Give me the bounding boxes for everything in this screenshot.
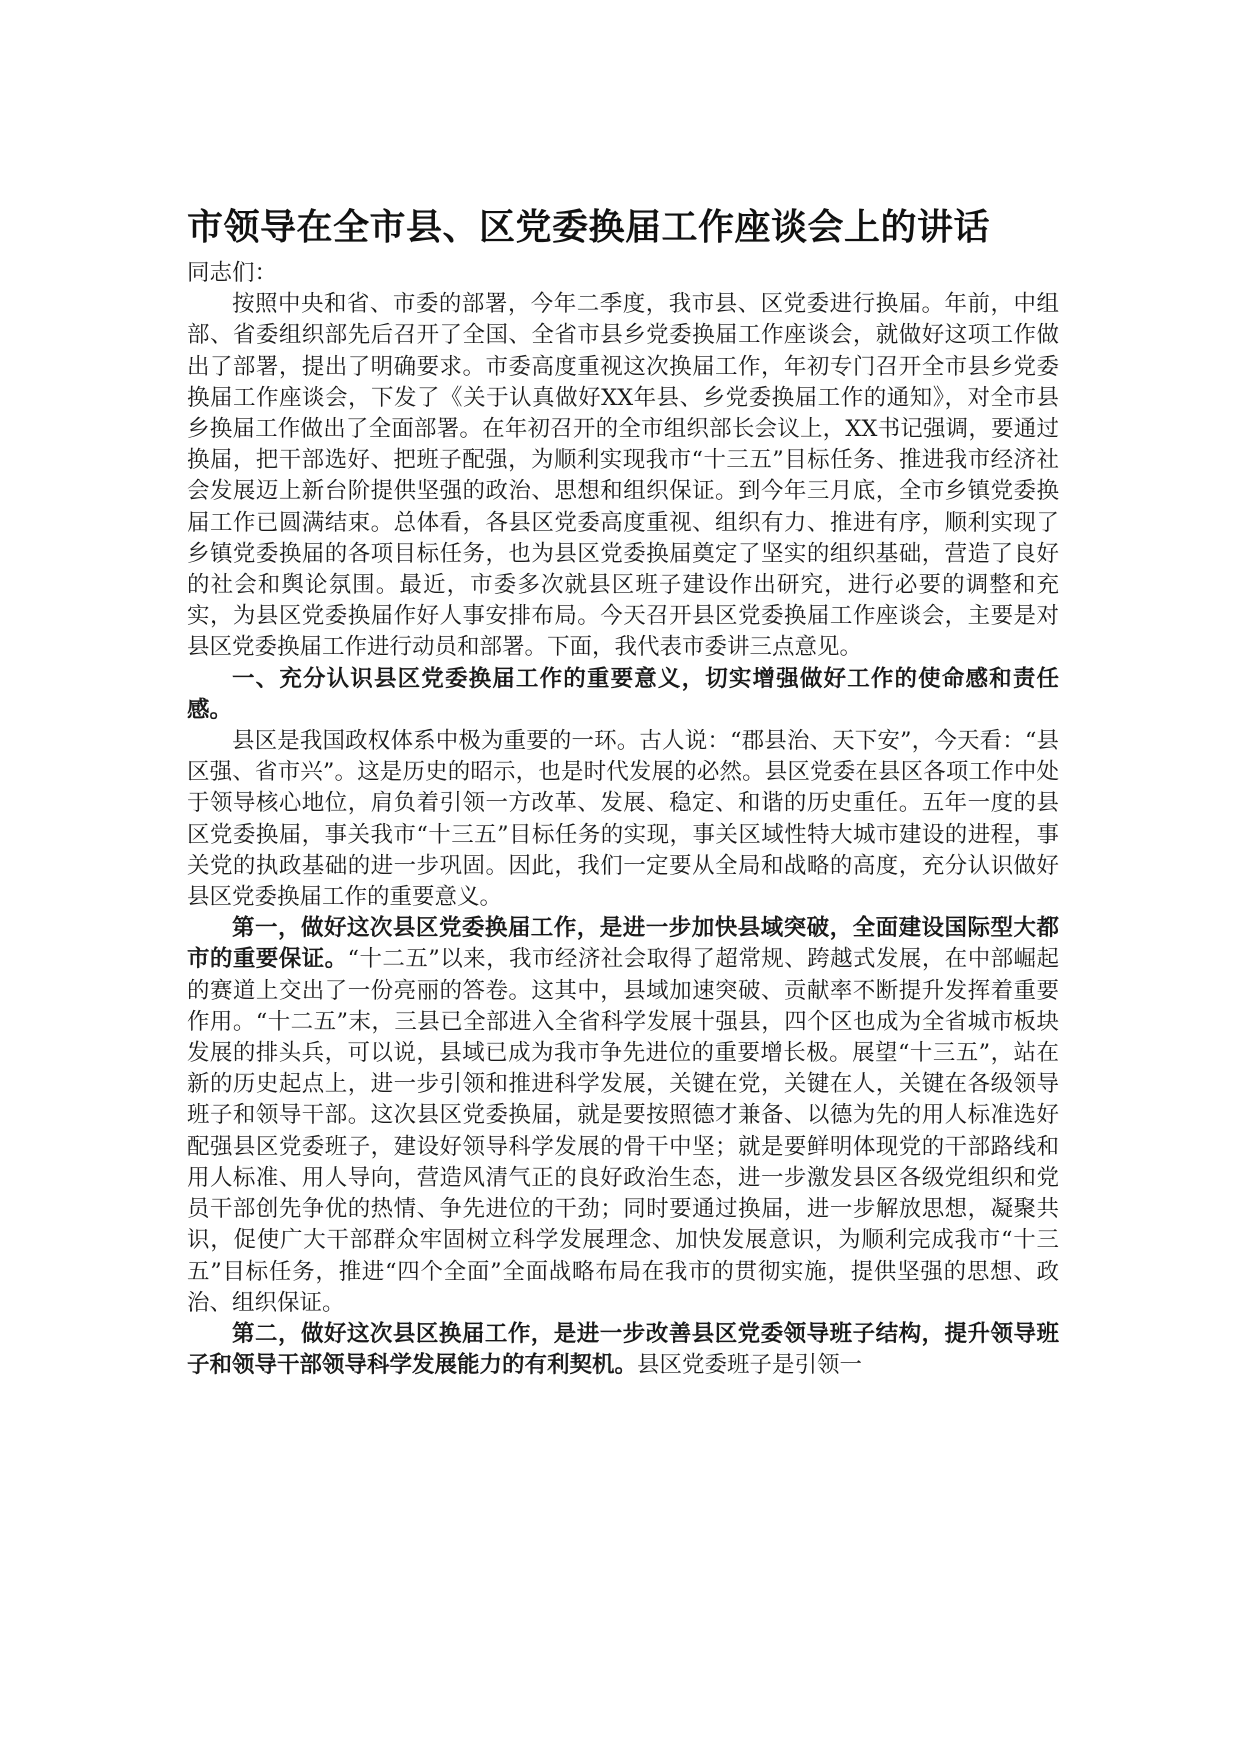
point-1-text: “十二五”以来，我市经济社会取得了超常规、跨越式发展，在中部崛起的赛道上交出了一份亮丽的答卷。这其中，县域加速突破、贡献率不断提升发挥着重要作用。“十二五”末，三县已全部进入全省科学发展十强县，四个区也成为全省城市板块发展的排头兵，可以说，县域已成为我市争先进位的重要增长极。展望“十三五”，站在新的历史起点上，进一步引领和推进科学发展，关键在党，关键在人，关键在各级领导班子和领导干部。这次县区党委换届，就是要按照德才兼备、以德为先的用人标准选好配强县区党委班子，建设好领导科学发展的骨干中坚；就是要鲜明体现党的干部路线和用人标准、用人导向，营造风清气正的良好政治生态，进一步激发县区各级党组织和党员干部创先争优的热情、争先进位的干劲；同时要通过换届，进一步解放思想，凝聚共识，促使广大干部群众牢固树立科学发展理念、加快发展意识，为顺利完成我市“十三五”目标任务，推进“四个全面”全面战略布局在我市的贯彻实施，提供坚强的思想、政治、组织保证。 [187,946,1059,1316]
salutation: 同志们： [187,260,278,286]
paragraph-point-2 [187,1319,1059,1381]
point-2-lead: 第二，做好这次县区换届工作，是进一步改善县区党委领导班子结构，提升领导班子和领导干部领导科学发展能力的有利契机。 [187,1320,1059,1379]
paragraph-county-importance: 县区是我国政权体系中极为重要的一环。古人说：“郡县治、天下安”，今天看：“县区强、省市兴”。这是历史的昭示，也是时代发展的必然。县区党委在县区各项工作中处于领导核心地位，肩负着引领一方改革、发展、稳定、和谐的历史重任。五年一度的县区党委换届，事关我市“十三五”目标任务的实现，事关区域性特大城市建设的进程，事关党的执政基础的进一步巩固。因此，我们一定要从全局和战略的高度，充分认识做好县区党委换届工作的重要意义。 [187,728,1059,911]
document-title: 市领导在全市县、区党委换届工作座谈会上的讲话 [187,207,991,248]
section-heading-1: 一、充分认识县区党委换届工作的重要意义，切实增强做好工作的使命感和责任感。 [187,665,1059,723]
paragraph-point-1 [187,913,1059,1319]
paragraph-intro: 按照中央和省、市委的部署，今年二季度，我市县、区党委进行换届。年前，中组部、省委组织部先后召开了全国、全省市县乡党委换届工作座谈会，就做好这项工作做出了部署，提出了明确要求。市委高度重视这次换届工作，年初专门召开全市县乡党委换届工作座谈会，下发了《关于认真做好XX年县、乡党委换届工作的通知》，对全市县乡换届工作做出了全面部署。在年初召开的全市组织部长会议上，XX书记强调，要通过换届，把干部选好、把班子配强，为顺利实现我市“十三五”目标任务、推进我市经济社会发展迈上新台阶提供坚强的政治、思想和组织保证。到今年三月底，全市乡镇党委换届工作已圆满结束。总体看，各县区党委高度重视、组织有力、推进有序，顺利实现了乡镇党委换届的各项目标任务，也为县区党委换届奠定了坚实的组织基础，营造了良好的社会和舆论氛围。最近，市委多次就县区班子建设作出研究，进行必要的调整和充实，为县区党委换届作好人事安排布局。今天召开县区党委换届工作座谈会，主要是对县区党委换届工作进行动员和部署。下面，我代表市委讲三点意见。 [187,291,1059,661]
document-body [187,204,1059,1381]
point-2-text: 县区党委班子是引领一 [637,1352,863,1379]
point-1-lead: 第一，做好这次县区党委换届工作，是进一步加快县域突破，全面建设国际型大都市的重要保证。 [187,915,1059,973]
